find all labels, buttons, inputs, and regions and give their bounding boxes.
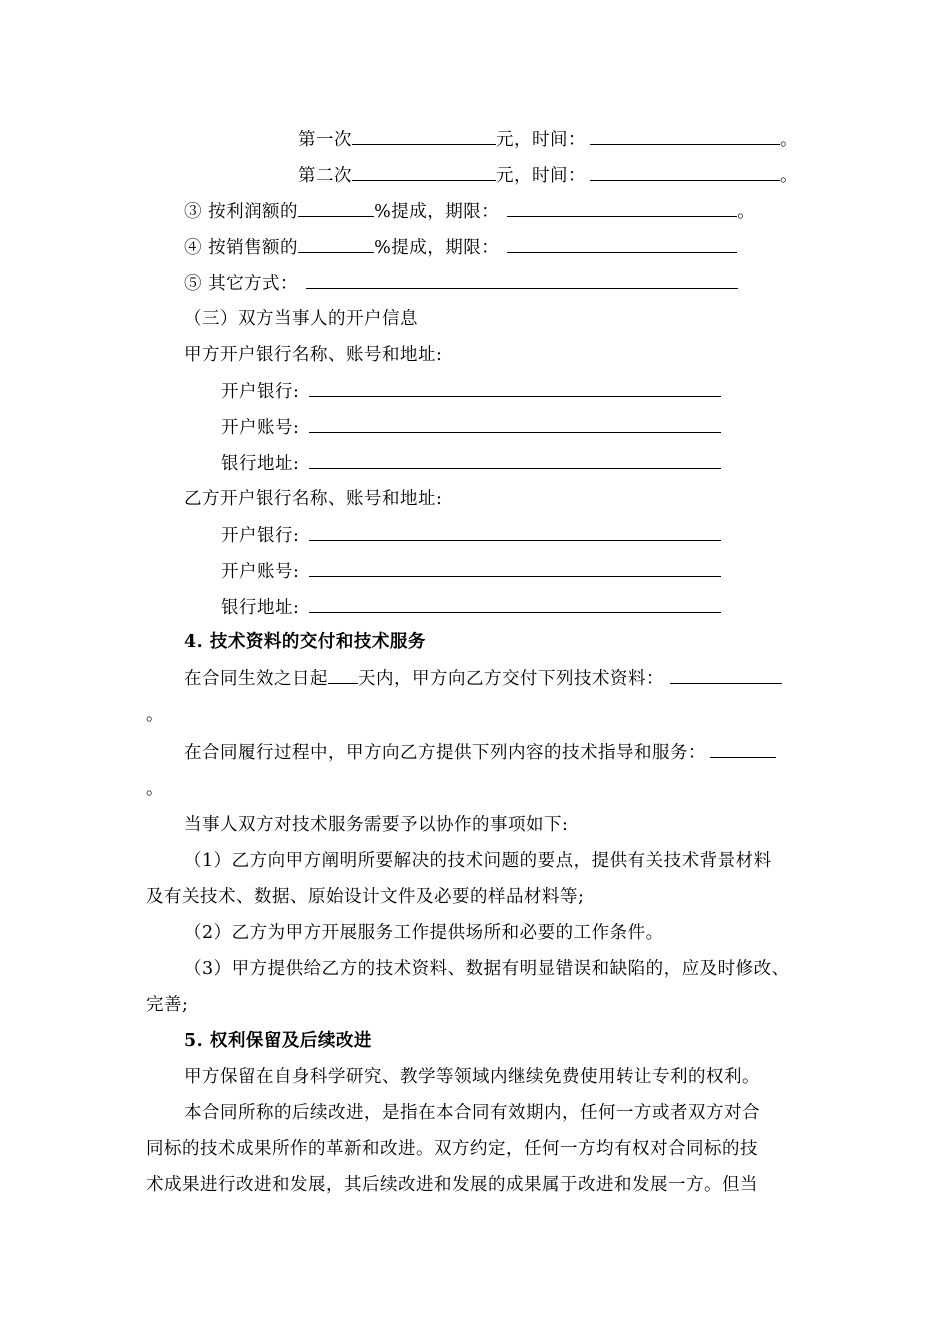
section-5-p2-line2: 同标的技术成果所作的革新和改进。双方约定，任何一方均有权对合同标的技 <box>146 1139 758 1159</box>
party-a-bank-row <box>221 379 721 404</box>
option-profit-prefix: ③ 按利润额的 <box>184 202 299 222</box>
section-4-p1-end: 。 <box>146 705 164 725</box>
option-sales-percent-blank[interactable] <box>298 235 374 253</box>
option-other-prefix: ⑤ 其它方式： <box>184 274 299 294</box>
installment-second-row <box>298 163 798 188</box>
section-5-p2-line3: 术成果进行改进和发展，其后续改进和发展的成果属于改进和发展一方。但当 <box>146 1175 758 1195</box>
party-a-bank-blank[interactable] <box>309 379 721 397</box>
party-a-account-title: 甲方开户银行名称、账号和地址: <box>184 345 443 365</box>
installment-second-end: 。 <box>780 166 798 186</box>
party-b-account-blank[interactable] <box>309 559 721 577</box>
option-sales-prefix: ④ 按销售额的 <box>184 238 299 258</box>
section-4-p1 <box>184 666 782 691</box>
party-b-bank-blank[interactable] <box>309 523 721 541</box>
section-4-p2-text: 在合同履行过程中，甲方向乙方提供下列内容的技术指导和服务： <box>184 743 706 763</box>
party-b-bank-label: 开户银行: <box>221 526 300 546</box>
section-4-p2-end: 。 <box>146 779 164 799</box>
party-b-address-row <box>221 595 721 620</box>
section-4-p2 <box>184 740 776 765</box>
installment-second-unit: 元，时间： <box>496 166 586 186</box>
installment-second-label: 第二次 <box>298 166 352 186</box>
installment-first-label: 第一次 <box>298 130 352 150</box>
section-4-p1-start: 在合同生效之日起 <box>184 669 328 689</box>
party-b-account-row <box>221 559 721 584</box>
section-4-days-blank[interactable] <box>328 666 358 684</box>
installment-first-time-blank[interactable] <box>590 127 780 145</box>
option-profit-row <box>184 199 755 224</box>
party-a-address-blank[interactable] <box>309 451 721 469</box>
option-profit-mid: %提成，期限： <box>374 202 500 222</box>
installment-second-amount-blank[interactable] <box>352 163 496 181</box>
party-b-account-title: 乙方开户银行名称、账号和地址: <box>184 489 443 509</box>
section-5-p1: 甲方保留在自身科学研究、教学等领域内继续免费使用转让专利的权利。 <box>184 1067 760 1087</box>
section-4-item2: （2）乙方为甲方开展服务工作提供场所和必要的工作条件。 <box>184 923 664 943</box>
party-b-address-blank[interactable] <box>309 595 721 613</box>
option-profit-end: 。 <box>737 202 756 222</box>
installment-second-time-blank[interactable] <box>590 163 780 181</box>
option-sales-mid: %提成，期限： <box>374 238 500 258</box>
section-4-item1-line2: 及有关技术、数据、原始设计文件及必要的样品材料等; <box>146 887 585 907</box>
party-a-address-label: 银行地址: <box>221 454 300 474</box>
section-4-p1-rest: 天内，甲方向乙方交付下列技术资料： <box>358 669 664 689</box>
section-5-p2-line1: 本合同所称的后续改进，是指在本合同有效期内，任何一方或者双方对合 <box>184 1103 760 1123</box>
party-b-address-label: 银行地址: <box>221 598 300 618</box>
section-4-item1-line1: （1）乙方向甲方阐明所要解决的技术问题的要点，提供有关技术背景材料 <box>184 851 772 871</box>
section-4-p3: 当事人双方对技术服务需要予以协作的事项如下: <box>184 815 569 835</box>
option-profit-period-blank[interactable] <box>507 199 737 217</box>
option-sales-period-blank[interactable] <box>507 235 737 253</box>
party-a-address-row <box>221 451 721 476</box>
installment-first-amount-blank[interactable] <box>352 127 496 145</box>
installment-first-row <box>298 127 798 152</box>
party-a-bank-label: 开户银行: <box>221 382 300 402</box>
section-5-title: 5. 权利保留及后续改进 <box>184 1031 372 1051</box>
installment-first-unit: 元，时间： <box>496 130 586 150</box>
accounts-heading: （三）双方当事人的开户信息 <box>184 309 418 329</box>
section-4-item3-line2: 完善; <box>146 995 189 1015</box>
party-a-account-row <box>221 415 721 440</box>
party-b-bank-row <box>221 523 721 548</box>
option-other-row <box>184 271 738 296</box>
party-a-account-label: 开户账号: <box>221 418 300 438</box>
party-b-account-label: 开户账号: <box>221 562 300 582</box>
party-a-account-blank[interactable] <box>309 415 721 433</box>
section-4-materials-blank[interactable] <box>670 666 782 684</box>
installment-first-end: 。 <box>780 130 798 150</box>
option-profit-percent-blank[interactable] <box>298 199 374 217</box>
section-4-services-blank[interactable] <box>710 740 776 758</box>
section-4-title: 4. 技术资料的交付和技术服务 <box>184 632 426 652</box>
section-4-item3-line1: （3）甲方提供给乙方的技术资料、数据有明显错误和缺陷的，应及时修改、 <box>184 959 790 979</box>
option-sales-row <box>184 235 737 260</box>
option-other-blank[interactable] <box>306 271 738 289</box>
